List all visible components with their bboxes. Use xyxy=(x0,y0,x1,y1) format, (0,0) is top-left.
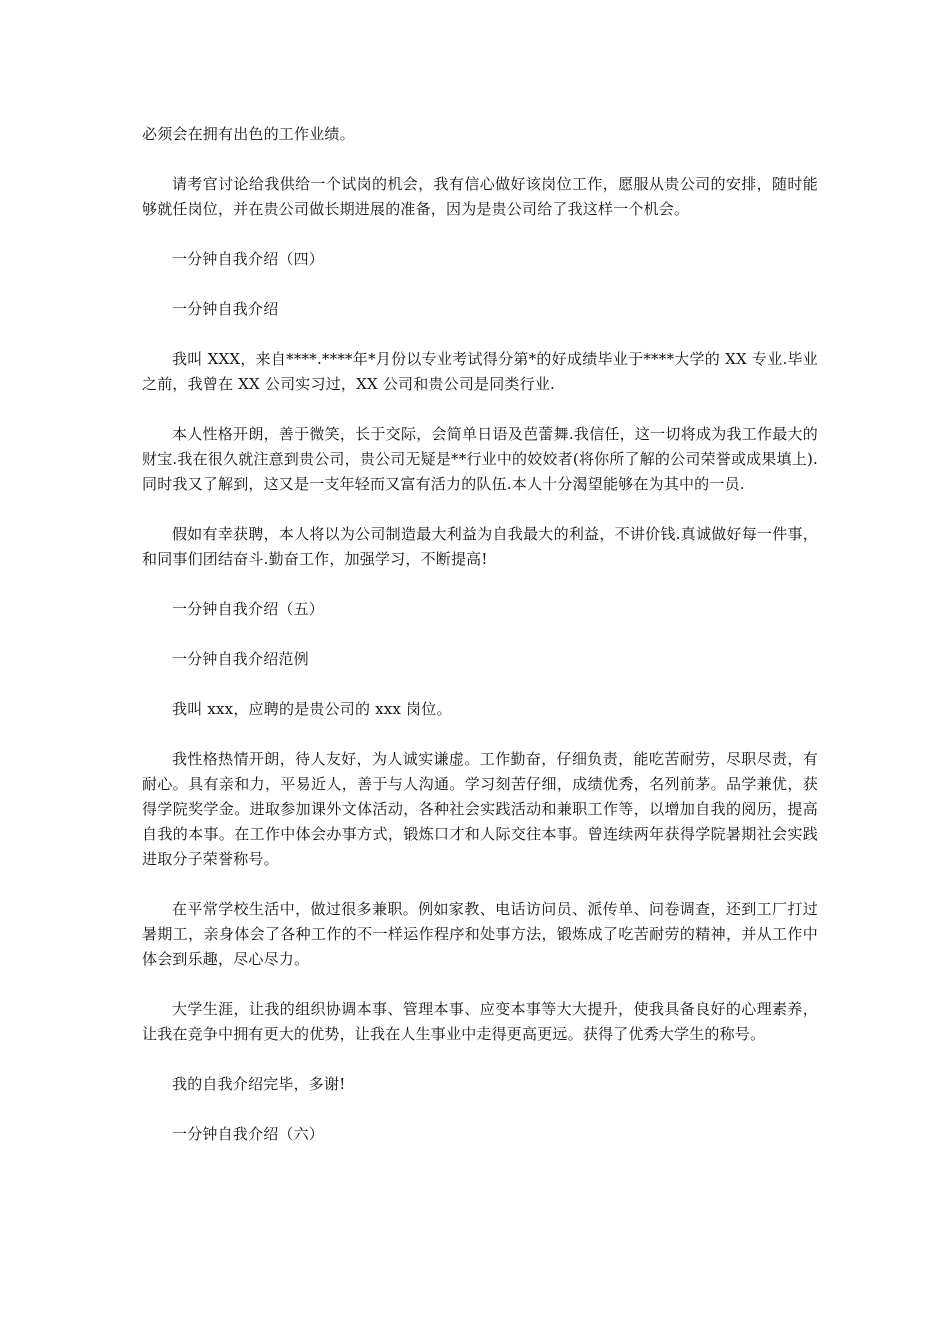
section-heading-four: 一分钟自我介绍（四） xyxy=(172,250,325,268)
paragraph-university-life: 大学生涯，让我的组织协调本事、管理本事、应变本事等大大提升，使我具备良好的心理素养，让我在竞争中拥有更大的优势，让我在人生事业中走得更高更远。获得了优秀大学生的称号。 xyxy=(142,1000,818,1043)
section-heading-five: 一分钟自我介绍（五） xyxy=(172,600,325,618)
paragraph-intro-name: 我叫 XXX，来自****.****年*月份以专业考试得分第*的好成绩毕业于****大学的 XX 专业.毕业之前，我曾在 XX 公司实习过，XX 公司和贵公司是同类行业. xyxy=(142,350,818,393)
section-subheading: 一分钟自我介绍 xyxy=(172,300,279,318)
paragraph-character: 我性格热情开朗，待人友好，为人诚实谦虚。工作勤奋，仔细负责，能吃苦耐劳，尽职尽责，有耐心。具有亲和力，平易近人，善于与人沟通。学习刻苦仔细，成绩优秀，名列前茅。品学兼优，获得学院奖学金。进取参加课外文体活动，各种社会实践活动和兼职工作等，以增加自我的阅历，提高自我的本事。在工作中体会办事方式，锻炼口才和人际交往本事。曾连续两年获得学院暑期社会实践进取分子荣誉称号。 xyxy=(142,750,818,868)
paragraph-closing: 我的自我介绍完毕，多谢! xyxy=(172,1075,346,1093)
paragraph-if-hired: 假如有幸获聘，本人将以为公司制造最大利益为自我最大的利益，不讲价钱.真诚做好每一件事，和同事们团结奋斗.勤奋工作，加强学习，不断提高! xyxy=(142,525,818,568)
paragraph-trial-request: 请考官讨论给我供给一个试岗的机会，我有信心做好该岗位工作，愿服从贵公司的安排，随时能够就任岗位，并在贵公司做长期进展的准备，因为是贵公司给了我这样一个机会。 xyxy=(142,175,818,218)
paragraph-part-time-jobs: 在平常学校生活中，做过很多兼职。例如家教、电话访问员、派传单、问卷调查，还到工厂打过暑期工，亲身体会了各种工作的不一样运作程序和处事方法，锻炼成了吃苦耐劳的精神，并从工作中体会到乐趣，尽心尽力。 xyxy=(142,900,818,968)
section-heading-six: 一分钟自我介绍（六） xyxy=(172,1125,325,1143)
paragraph-personality: 本人性格开朗，善于微笑，长于交际，会简单日语及芭蕾舞.我信任，这一切将成为我工作最大的财宝.我在很久就注意到贵公司，贵公司无疑是**行业中的姣姣者(将你所了解的公司荣誉或成果填上).同时我又了解到，这又是一支年轻而又富有活力的队伍.本人十分渴望能够在为其中的一员. xyxy=(142,425,818,493)
document-body xyxy=(142,122,818,1172)
paragraph-applying-position: 我叫 xxx，应聘的是贵公司的 xxx 岗位。 xyxy=(172,700,452,718)
section-subheading-example: 一分钟自我介绍范例 xyxy=(172,650,309,668)
paragraph-continuation: 必须会在拥有出色的工作业绩。 xyxy=(142,125,355,143)
